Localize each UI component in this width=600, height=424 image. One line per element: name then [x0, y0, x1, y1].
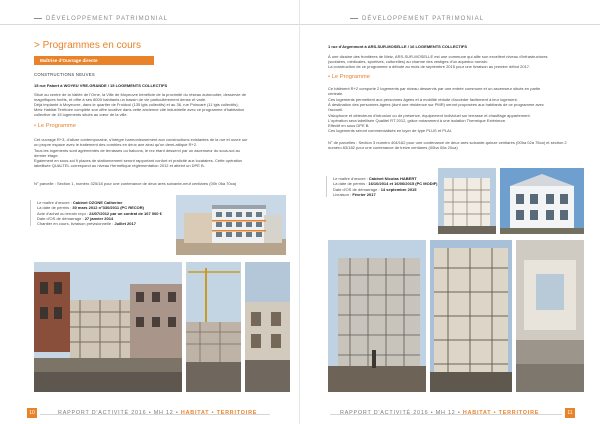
scaffolding-closeup-image: [430, 240, 512, 392]
right-para1-line2: (scolaires, médicales, sportives, culturelles) au charme des vestiges d'un aqueduc romain.: [328, 59, 488, 64]
left-para1-line4: Metz Habitat Territoire complète son offre locative dans cette ancienne cité industrielle avec ce programme d'habitation: [34, 107, 245, 112]
info-value: 24/07/2012 par un contrat de 167 000 €: [89, 210, 162, 216]
right-section-tag-text: DÉVELOPPEMENT PATRIMONIAL: [362, 16, 485, 22]
right-programme-heading: • Le Programme: [328, 74, 370, 80]
left-para2-line6: labellisée QUALTEL correspond au niveau Hermétique réglementation 2012 et atteint un DPE B.: [34, 163, 205, 168]
left-programme-heading: • Le Programme: [34, 123, 76, 129]
info-value: 16/10/2014 et 16/06/2015 (PC MODIF): [368, 181, 438, 187]
left-para2-line3: Tous les logements sont agrémentés de terrasses ou balcons, le rez étant desservi par un ascenseur du sous-sol au: [34, 148, 240, 153]
right-para2-line8: Effectif en sous DPE B.: [328, 123, 370, 128]
construction-street-image: [34, 262, 182, 392]
interior-concrete-photo: [516, 240, 584, 392]
white-building-photo: [500, 168, 584, 234]
white-building-image: [500, 168, 584, 234]
left-para1-line5: collective de 15 logements situés au cœur de la ville.: [34, 112, 128, 117]
info-value: Juillet 2017: [114, 221, 136, 227]
footer-accent: HABITAT • TERRITOIRE: [180, 410, 258, 416]
right-page-number: 11: [565, 408, 575, 418]
right-para2-line5: l'accueil.: [328, 107, 344, 112]
info-label: Le maître d'œuvre :: [333, 176, 369, 181]
moa-label-bar: Maîtrise d'Ouvrage directe: [34, 56, 154, 65]
tag-dash: [350, 18, 358, 19]
left-header-rule: [0, 24, 300, 25]
info-value: 27 janvier 2014: [84, 215, 114, 221]
right-section-tag: [350, 14, 484, 24]
building-render-photo: [176, 195, 286, 255]
building-render-image: [176, 195, 286, 255]
footer-accent: HABITAT • TERRITOIRE: [462, 410, 540, 416]
right-para1-line1: À une dizaine des frontières de Metz, ARS-SUR-MOSELLE est une commune qui allie son excellent niveau d'infrastructures: [328, 54, 548, 59]
right-para2-line3: Ces logements permettent aux personnes âgées et à mobilité réduite d'accéder facilement à leur logement.: [328, 97, 518, 102]
info-label: La date de permis :: [333, 181, 369, 187]
interior-concrete-image: [516, 240, 584, 392]
right-page: [300, 0, 600, 424]
site-crane-photo: [186, 262, 241, 392]
left-info-box: [30, 200, 172, 226]
info-label: Livraison :: [333, 191, 353, 197]
scaffolding-closeup-photo: [430, 240, 512, 392]
info-label: Date d'OS de démarrage :: [37, 215, 85, 221]
info-value: Cabinet OZONE Catherine: [72, 200, 123, 205]
left-page-number: 10: [27, 408, 37, 418]
info-label: Date d'OS de démarrage :: [333, 186, 381, 192]
left-footer: [58, 410, 257, 416]
left-para1-line3: Déjà implanté à Moyeuvre, dans le quartier de Froidcul (135 lgts collectifs) et au 36, rue Poincaré (11 lgts collectifs),: [34, 102, 239, 107]
right-parcel-line: N° de parcelles : Section 3 numéro 404/162 pour une contenance de deux ares soixante-quinze centiares (00ha 02a 75ca) et section 2 numéro 83/182 pour une contenance de treize centiares (00ha 00a 20ca): [328, 140, 567, 151]
left-para2-line4: dernier étage.: [34, 153, 59, 158]
info-value: Cabinet Nicolas HABERT: [368, 176, 417, 181]
left-para2-line1: Cet ouvrage R+3, d'allure contemporaine, s'intègre harmonieusement aux constructions existantes de la rue et ouvre sur: [34, 137, 248, 142]
left-section-tag-text: DÉVELOPPEMENT PATRIMONIAL: [46, 16, 169, 22]
info-label: Le maître d'œuvre :: [37, 200, 73, 205]
info-value: 30 mars 2012 n°330/2011 (PC RECOR): [72, 205, 144, 211]
right-para1-line3: La construction de ce programme a débuté au mois de septembre 2015 pour une livraison au premier début 2017.: [328, 64, 531, 69]
left-section-tag: [34, 14, 168, 24]
right-para2-line2: centrale.: [328, 91, 344, 96]
left-para2-line2: un propre espace avec le traitement des combles en deux axe ainsi qu'un demi-attique R+2.: [34, 142, 198, 147]
right-para2-line9: Ces logements seront commercialisés en loyer de type PLUS et PLAI.: [328, 128, 453, 133]
constructions-label: CONSTRUCTIONS NEUVES: [34, 72, 95, 77]
info-row-delivery: [37, 221, 172, 226]
page-title: > Programmes en cours: [34, 40, 141, 51]
construction-scaffolding-photo: [328, 240, 426, 392]
right-para2-line4: À destination des personnes âgées (dont une résidence sur PMR) seront proposées aux habitants de ce programme avec: [328, 102, 544, 107]
left-address-line: 15 rue Fabert à WOYEU VRE-GRANDE / 15 LOGEMENTS COLLECTIFS: [34, 83, 168, 88]
interior-works-photo: [245, 262, 290, 392]
right-para2-line6: Visiophone et détecteurs d'intrusion ou de présence, équipement individuel sur terrasse et chauffage appartement.: [328, 113, 531, 118]
info-value: 14 septembre 2015: [380, 186, 417, 192]
construction-street-photo: [34, 262, 182, 392]
site-crane-image: [186, 262, 241, 392]
info-value: Février 2017: [352, 191, 376, 197]
left-para2-line5: Egalement en sous-sol 9 places de stationnement seront rapportant confort et praticité aux locataires. Cette opération: [34, 158, 243, 163]
right-para2-line1: Ce bâtiment R+2 comporte 2 logements par niveau desservis par une entrée commune et un ascenseur situés en partie: [328, 86, 541, 91]
footer-text: RAPPORT D'ACTIVITÉ 2016 • MH 12 •: [58, 410, 179, 416]
info-label: La date de permis :: [37, 205, 73, 211]
left-parcel-line: N° parcelle : Section 1, numéro 325/18 pour une contenance de deux ares soixante-neuf centiares (00h 06a 70ca): [34, 181, 237, 186]
right-address-line: 1 rue d'Argenmont à ARS-SUR-MOSELLE / 16 LOGEMENTS COLLECTIFS: [328, 44, 468, 49]
right-para2-line7: L'opération sera labellisée Qualitel RT 2012, grâce notamment à une isolation Thermique Extérieure.: [328, 118, 507, 123]
scaffold-building-image: [438, 168, 496, 234]
right-footer: [340, 410, 539, 416]
interior-works-image: [245, 262, 290, 392]
scaffold-building-photo: [438, 168, 496, 234]
footer-text: RAPPORT D'ACTIVITÉ 2016 • MH 12 •: [340, 410, 461, 416]
construction-scaffolding-image: [328, 240, 426, 392]
left-para1-line1: Situé au centre de la Vallée de l'Orne, la Ville de Moyeuvre bénéficie de la proximité du réseau autoroutier, desservie de: [34, 92, 247, 97]
tag-dash: [34, 18, 42, 19]
info-label: Chantier en cours, livraison prévisionnelle :: [37, 221, 115, 227]
right-header-rule: [300, 24, 600, 25]
info-label: Acte d'achat ou terrain reçu :: [37, 210, 90, 216]
left-para1-line2: magnifiques forêts, et offre à ses 8000 habitants un bassin de vie particulièrement dense et varié.: [34, 97, 207, 102]
